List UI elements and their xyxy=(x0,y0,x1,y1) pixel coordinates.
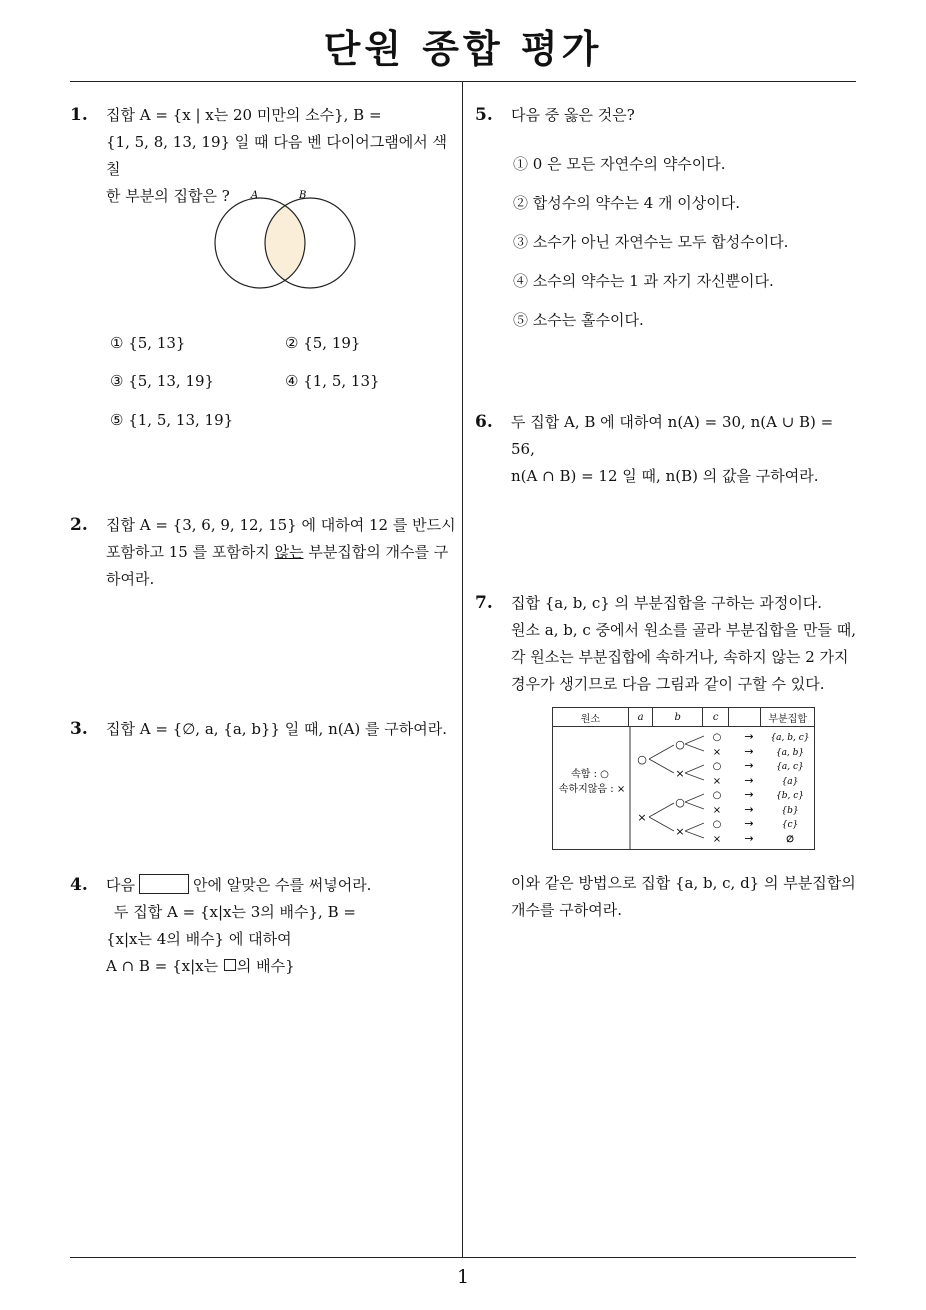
q5-option-1[interactable]: ① 0 은 모든 자연수의 약수이다. xyxy=(513,155,726,173)
text-line: 집합 A = {x | x는 20 미만의 소수}, B = xyxy=(106,106,382,124)
text-segment: 부분집합의 개수를 구 xyxy=(303,543,449,561)
q1-option-5[interactable]: ⑤ {1, 5, 13, 19} xyxy=(110,411,234,429)
question-2 xyxy=(70,512,456,602)
question-number: 2. xyxy=(70,515,88,535)
header-cell: a xyxy=(628,708,652,727)
text-line: 두 집합 A, B 에 대하여 n(A) = 30, n(A ∪ B) = 56, xyxy=(511,413,834,458)
bottom-rule xyxy=(70,1257,856,1258)
question-5 xyxy=(475,102,861,132)
venn-label-b: B xyxy=(299,190,307,201)
text-segment: 다음 xyxy=(106,876,135,894)
text-line: 각 원소는 부분집합에 속하거나, 속하지 않는 2 가지 xyxy=(511,648,849,666)
q5-option-2[interactable]: ② 합성수의 약수는 4 개 이상이다. xyxy=(513,194,741,212)
c-mark: ○ xyxy=(712,790,722,801)
subset-label: {a, b, c} xyxy=(770,733,810,743)
text-line: 경우가 생기므로 다음 그림과 같이 구할 수 있다. xyxy=(511,675,825,693)
legend-belongs: 속함 : ○ xyxy=(571,769,609,780)
question-7-continuation xyxy=(475,870,861,930)
text-line: 하여라. xyxy=(106,570,155,588)
question-3 xyxy=(70,716,456,746)
text-line: 다음 중 옳은 것은? xyxy=(511,106,635,124)
c-mark: × xyxy=(712,834,722,845)
subset-label: ∅ xyxy=(786,835,794,845)
question-text xyxy=(511,409,861,490)
subset-label: {a} xyxy=(781,777,799,787)
answer-box[interactable] xyxy=(139,874,189,894)
arrow-icon: → xyxy=(744,817,754,830)
question-text xyxy=(106,512,456,593)
text-segment: 포함하고 15 를 포함하지 xyxy=(106,543,275,561)
header-cell: b xyxy=(653,708,703,727)
text-segment: A ∩ B = {x|x는 xyxy=(106,957,223,975)
a-in-mark: ○ xyxy=(637,753,647,766)
top-rule xyxy=(70,81,856,82)
c-mark: ○ xyxy=(712,732,722,743)
arrow-icons xyxy=(744,730,753,845)
arrow-icon: → xyxy=(744,730,754,743)
q5-option-3[interactable]: ③ 소수가 아닌 자연수는 모두 합성수이다. xyxy=(513,233,789,251)
question-number: 6. xyxy=(475,412,493,432)
arrow-icon: → xyxy=(744,745,754,758)
header-cell: c xyxy=(702,708,728,727)
question-number: 1. xyxy=(70,105,88,125)
text-line: n(A ∩ B) = 12 일 때, n(B) 의 값을 구하여라. xyxy=(511,467,819,485)
a-out-mark: × xyxy=(637,811,647,824)
question-number: 5. xyxy=(475,105,493,125)
c-mark: × xyxy=(712,776,722,787)
question-text xyxy=(106,872,456,980)
header-cell xyxy=(729,708,761,727)
text-line: 개수를 구하여라. xyxy=(511,901,622,919)
arrow-icon: → xyxy=(744,803,754,816)
small-blank-square xyxy=(224,959,236,971)
c-mark: ○ xyxy=(712,819,722,830)
text-line xyxy=(106,953,456,980)
arrow-icon: → xyxy=(744,788,754,801)
text-line: 이와 같은 방법으로 집합 {a, b, c, d} 의 부분집합의 xyxy=(511,874,856,892)
c-mark: × xyxy=(712,747,722,758)
text-segment: 의 배수} xyxy=(236,957,295,975)
column-divider xyxy=(462,82,463,1257)
question-text xyxy=(106,716,456,743)
b-mark: ○ xyxy=(675,738,685,751)
b-mark: × xyxy=(675,767,685,780)
question-7 xyxy=(475,590,861,702)
subset-label: {b} xyxy=(781,806,799,816)
subset-label: {b, c} xyxy=(776,791,804,801)
c-mark: × xyxy=(712,805,722,816)
text-line: {x|x는 4의 배수} 에 대하여 xyxy=(106,930,292,948)
text-line: 두 집합 A = {x|x는 3의 배수}, B = xyxy=(114,903,356,921)
text-line: 집합 A = {∅, a, {a, b}} 일 때, n(A) 를 구하여라. xyxy=(106,720,448,738)
q5-option-4[interactable]: ④ 소수의 약수는 1 과 자기 자신뿐이다. xyxy=(513,272,774,290)
text-line: 집합 {a, b, c} 의 부분집합을 구하는 과정이다. xyxy=(511,594,823,612)
venn-diagram xyxy=(205,188,365,298)
text-line: 원소 a, b, c 중에서 원소를 골라 부분집합을 만들 때, xyxy=(511,621,856,639)
page-number: 1 xyxy=(456,1266,470,1288)
q1-option-4[interactable]: ④ {1, 5, 13} xyxy=(285,372,380,390)
subset-label: {c} xyxy=(781,820,799,830)
underlined-word: 않는 xyxy=(274,543,304,561)
q1-option-2[interactable]: ② {5, 19} xyxy=(285,334,361,352)
question-number: 3. xyxy=(70,719,88,739)
question-6 xyxy=(475,409,861,485)
question-number: 7. xyxy=(475,593,493,613)
c-mark: ○ xyxy=(712,761,722,772)
question-text xyxy=(511,102,861,129)
legend-not-belongs: 속하지않음 : × xyxy=(558,784,626,795)
arrow-icon: → xyxy=(744,774,754,787)
q1-option-1[interactable]: ① {5, 13} xyxy=(110,334,186,352)
table-header-row xyxy=(553,708,815,727)
question-4 xyxy=(70,872,456,987)
text-segment: 안에 알맞은 수를 써넣어라. xyxy=(192,876,372,894)
text-line xyxy=(106,872,456,899)
header-cell: 원소 xyxy=(553,708,629,727)
arrow-icon: → xyxy=(744,759,754,772)
text-line: {1, 5, 8, 13, 19} 일 때 다음 벤 다이어그램에서 색칠 xyxy=(106,133,448,178)
text-line: 한 부분의 집합은 ? xyxy=(106,187,230,205)
venn-label-a: A xyxy=(251,190,259,201)
q5-option-5[interactable]: ⑤ 소수는 홀수이다. xyxy=(513,311,644,329)
subset-label: {a, c} xyxy=(776,762,804,772)
subset-tree xyxy=(552,727,815,850)
subset-label: {a, b} xyxy=(775,748,805,758)
b-mark: ○ xyxy=(675,796,685,809)
header-cell: 부분집합 xyxy=(761,708,815,727)
question-text xyxy=(511,590,861,698)
q1-option-3[interactable]: ③ {5, 13, 19} xyxy=(110,372,215,390)
page-title: 단원 종합 평가 xyxy=(323,27,603,71)
arrow-icon: → xyxy=(744,832,754,845)
text-line: 집합 A = {3, 6, 9, 12, 15} 에 대하여 12 를 반드시 xyxy=(106,516,456,534)
question-text xyxy=(511,870,861,924)
question-number: 4. xyxy=(70,875,88,895)
text-line xyxy=(106,539,456,566)
b-mark: × xyxy=(675,825,685,838)
